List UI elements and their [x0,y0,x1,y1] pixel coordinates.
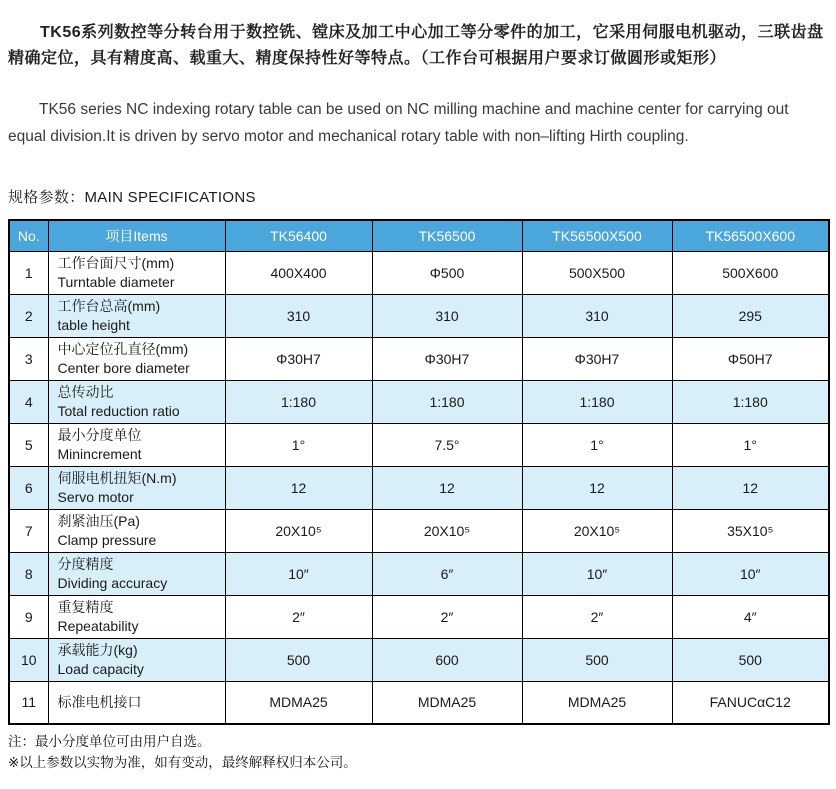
cell-spec-value: 6″ [372,552,522,595]
table-row [9,466,829,509]
cell-row-number: 6 [9,466,48,509]
cell-spec-value: 1° [672,423,829,466]
cell-spec-value: 12 [225,466,372,509]
cell-spec-value: 2″ [372,595,522,638]
cell-spec-value: 500 [522,638,672,681]
item-label-english: Dividing accuracy [57,574,168,591]
item-label-english: Center bore diameter [57,359,190,376]
cell-spec-value: 7.5° [372,423,522,466]
item-label-chinese: 承载能力(kg) [57,641,138,658]
cell-spec-value: Φ30H7 [225,337,372,380]
item-label-chinese: 最小分度单位 [57,426,142,443]
table-row [9,423,829,466]
cell-spec-value: 1:180 [522,380,672,423]
intro-paragraph-english: TK56 series NC indexing rotary table can be used on NC milling machine and machine center for carrying out equal division.It is driven by servo motor and mechanical rotary table with non–lifting Hirth coupling. [8,101,789,145]
cell-spec-value: 310 [522,294,672,337]
table-row [9,681,829,724]
table-row [9,552,829,595]
cell-spec-value: 12 [672,466,829,509]
cell-spec-value: 10″ [225,552,372,595]
header-model-tk56500x600: TK56500X600 [672,220,829,251]
table-row [9,595,829,638]
cell-spec-value: 35X10⁵ [672,509,829,552]
item-label-chinese: 重复精度 [57,598,114,615]
cell-spec-value: 2″ [522,595,672,638]
cell-row-number: 3 [9,337,48,380]
cell-spec-value: MDMA25 [522,681,672,724]
cell-spec-value: 1:180 [672,380,829,423]
cell-spec-value: 310 [225,294,372,337]
cell-spec-value: 20X10⁵ [225,509,372,552]
item-label-english: Clamp pressure [57,531,157,548]
cell-row-number: 2 [9,294,48,337]
cell-spec-value: 1:180 [372,380,522,423]
cell-spec-value: 400X400 [225,251,372,294]
cell-spec-value: MDMA25 [372,681,522,724]
item-label-english: table height [57,316,130,333]
cell-spec-value: 600 [372,638,522,681]
cell-row-number: 1 [9,251,48,294]
cell-spec-value: 12 [372,466,522,509]
header-items: 项目Items [48,220,225,251]
cell-item-label [48,466,225,509]
cell-item-label [48,552,225,595]
item-label-chinese: 标准电机接口 [57,693,142,710]
intro-paragraph-chinese: TK56系列数控等分转台用于数控铣、镗床及加工中心加工等分零件的加工，它采用伺服电机驱动，三联齿盘精确定位，具有精度高、载重大、精度保持性好等特点。（工作台可根据用户要求订做圆形或矩形） [8,24,824,67]
header-model-tk56500x500: TK56500X500 [522,220,672,251]
header-no: No. [9,220,48,251]
cell-item-label [48,337,225,380]
cell-row-number: 8 [9,552,48,595]
cell-spec-value: 2″ [225,595,372,638]
cell-spec-value: 295 [672,294,829,337]
item-label-english: Turntable diameter [57,273,175,290]
cell-spec-value: 1° [522,423,672,466]
item-label-chinese: 刹紧油压(Pa) [57,512,140,529]
cell-item-label [48,380,225,423]
cell-item-label [48,595,225,638]
cell-spec-value: 310 [372,294,522,337]
cell-row-number: 10 [9,638,48,681]
cell-spec-value: 10″ [522,552,672,595]
cell-spec-value: 1:180 [225,380,372,423]
item-label-chinese: 伺服电机扭矩(N.m) [57,469,177,486]
cell-spec-value: 1° [225,423,372,466]
table-row [9,380,829,423]
cell-spec-value: 20X10⁵ [522,509,672,552]
cell-item-label [48,681,225,724]
item-label-chinese: 工作台总高(mm) [57,297,161,314]
cell-spec-value: 4″ [672,595,829,638]
table-row [9,509,829,552]
table-row [9,294,829,337]
cell-item-label [48,638,225,681]
cell-item-label [48,251,225,294]
cell-row-number: 7 [9,509,48,552]
cell-row-number: 11 [9,681,48,724]
item-label-chinese: 工作台面尺寸(mm) [57,254,175,271]
cell-spec-value: Φ30H7 [522,337,672,380]
cell-item-label [48,294,225,337]
cell-row-number: 4 [9,380,48,423]
header-model-tk56400: TK56400 [225,220,372,251]
item-label-english: Load capacity [57,660,144,677]
table-body [9,251,829,724]
footnotes [8,731,828,773]
cell-row-number: 9 [9,595,48,638]
table-row [9,251,829,294]
cell-spec-value: MDMA25 [225,681,372,724]
item-label-chinese: 分度精度 [57,555,114,572]
item-label-chinese: 总传动比 [57,383,114,400]
cell-spec-value: Φ30H7 [372,337,522,380]
cell-spec-value: Φ50H7 [672,337,829,380]
cell-spec-value: 500 [225,638,372,681]
specifications-table [8,219,830,725]
item-label-english: Repeatability [57,617,139,634]
cell-spec-value: FANUCαC12 [672,681,829,724]
item-label-english: Servo motor [57,488,134,505]
cell-item-label [48,509,225,552]
table-row [9,638,829,681]
table-header-row [9,220,829,251]
cell-spec-value: 20X10⁵ [372,509,522,552]
item-label-chinese: 中心定位孔直径(mm) [57,340,189,357]
cell-spec-value: 500 [672,638,829,681]
item-label-english: Total reduction ratio [57,402,180,419]
cell-item-label [48,423,225,466]
footnote-1: 注：最小分度单位可由用户自选。 [8,734,211,749]
cell-spec-value: 12 [522,466,672,509]
cell-spec-value: 10″ [672,552,829,595]
cell-spec-value: Φ500 [372,251,522,294]
cell-spec-value: 500X500 [522,251,672,294]
cell-spec-value: 500X600 [672,251,829,294]
section-title: 规格参数：MAIN SPECIFICATIONS [8,189,256,206]
header-model-tk56500: TK56500 [372,220,522,251]
footnote-2: ※以上参数以实物为准，如有变动，最终解释权归本公司。 [8,755,357,770]
table-row [9,337,829,380]
item-label-english: Minincrement [57,445,142,462]
cell-row-number: 5 [9,423,48,466]
